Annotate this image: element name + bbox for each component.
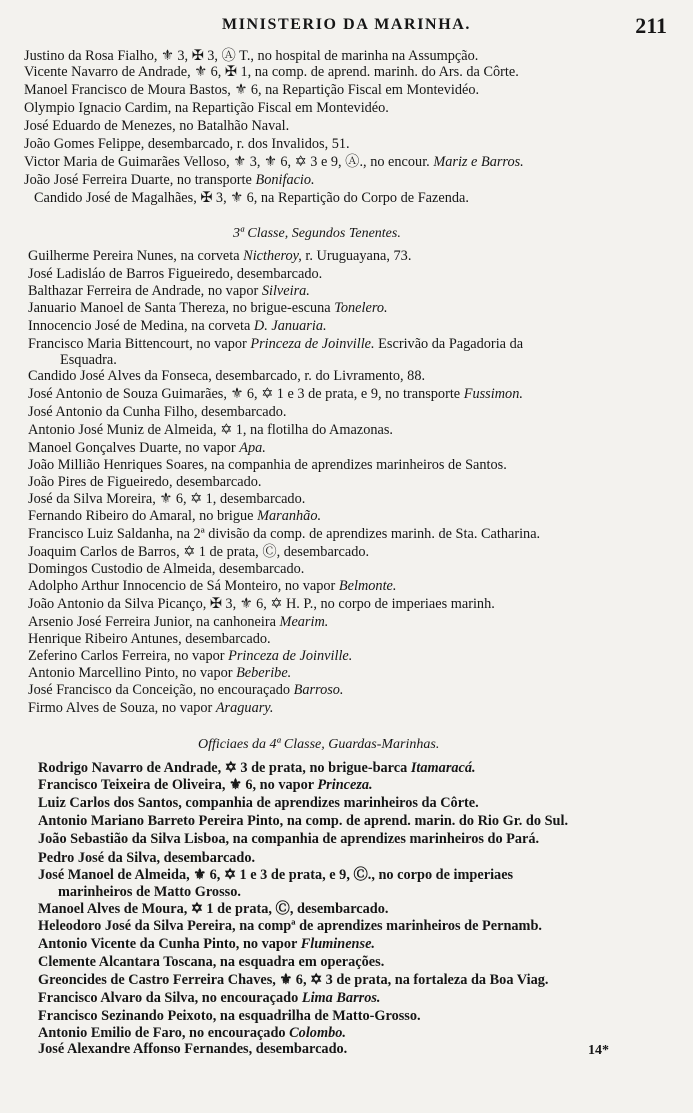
entry-text: João Sebastião da Silva Lisboa, na companhia de aprendizes marinheiros do Pará.: [38, 831, 540, 847]
roster-entry: [28, 614, 328, 630]
entry-text: Antonio Emilio de Faro, no encouraçado: [38, 1025, 286, 1041]
roster-entry: [24, 64, 519, 80]
vessel-name: Princeza de Joinville.: [228, 648, 353, 664]
entry-text: Francisco Maria Bittencourt, no vapor: [28, 336, 247, 352]
roster-entry: [38, 918, 542, 934]
roster-entry: [28, 422, 393, 438]
section-heading: [233, 225, 401, 242]
roster-entry: [28, 248, 411, 264]
vessel-name: Maranhão.: [257, 508, 322, 524]
entry-text: Francisco Sezinando Peixoto, na esquadrilha de Matto-Grosso.: [38, 1008, 421, 1024]
entry-text: Esquadra.: [60, 352, 117, 368]
roster-entry: [28, 404, 287, 420]
entry-text: José Manoel de Almeida, ⚜ 6, ✡ 1 e 3 de prata, e 9, Ⓒ., no corpo de imperiaes: [38, 867, 514, 883]
entry-text: Pedro José da Silva, desembarcado.: [38, 850, 256, 866]
entry-text: José Ladisláo de Barros Figueiredo, desembarcado.: [28, 266, 323, 282]
vessel-name: Beberibe.: [236, 665, 292, 681]
roster-entry: [28, 665, 291, 681]
roster-entry: [24, 48, 478, 64]
entry-text: José Eduardo de Menezes, no Batalhão Naval.: [24, 118, 290, 134]
entry-text: Antonio José Muniz de Almeida, ✡ 1, na flotilha do Amazonas.: [28, 422, 393, 438]
roster-entry: [38, 1008, 421, 1024]
entry-text: Heleodoro José da Silva Pereira, na compª de aprendizes marinheiros de Pernamb.: [38, 918, 542, 934]
roster-entry: [28, 578, 396, 594]
entry-text: José Francisco da Conceição, no encouraçado: [28, 682, 291, 698]
entry-text: Francisco Luiz Saldanha, na 2ª divisão da comp. de aprendizes marinh. de Sta. Catharina.: [28, 526, 541, 542]
entry-text: Innocencio José de Medina, na corveta: [28, 318, 251, 334]
entry-text: Manoel Gonçalves Duarte, no vapor: [28, 440, 236, 456]
page-title: MINISTERIO DA MARINHA.: [222, 16, 471, 33]
roster-entry: [24, 172, 315, 188]
vessel-name: Itamaracá.: [410, 760, 476, 776]
entry-text: Justino da Rosa Fialho, ⚜ 3, ✠ 3, Ⓐ T., no hospital de marinha na Assumpção.: [24, 48, 479, 64]
vessel-name: Fluminense.: [300, 936, 375, 952]
entry-text: Candido José de Magalhães, ✠ 3, ⚜ 6, na Repartição do Corpo de Fazenda.: [34, 190, 469, 206]
roster-entry: [38, 954, 384, 970]
vessel-name: Princeza de Joinville.: [250, 336, 375, 352]
roster-entry: [24, 154, 524, 170]
roster-entry: [38, 760, 476, 776]
roster-entry: [24, 100, 389, 116]
entry-text: Francisco Alvaro da Silva, no encouraçado: [38, 990, 299, 1006]
entry-text: Henrique Ribeiro Antunes, desembarcado.: [28, 631, 271, 647]
roster-entry: [38, 831, 539, 847]
roster-entry: [28, 440, 266, 456]
entry-text: João Gomes Felippe, desembarcado, r. dos Invalidos, 51.: [24, 136, 350, 152]
entry-text: Manoel Alves de Moura, ✡ 1 de prata, Ⓒ, desembarcado.: [38, 901, 389, 917]
signature-mark: 14*: [588, 1043, 609, 1058]
roster-entry: [28, 336, 523, 352]
roster-entry: [28, 457, 507, 473]
roster-entry: [28, 561, 304, 577]
entry-text: Candido José Alves da Fonseca, desembarcado, r. do Livramento, 88.: [28, 368, 426, 384]
roster-entry: [28, 474, 261, 490]
roster-entry: [28, 700, 273, 716]
roster-entry: [58, 884, 241, 900]
entry-text: Firmo Alves de Souza, no vapor: [28, 700, 213, 716]
roster-entry: [28, 368, 425, 384]
roster-entry: [38, 990, 381, 1006]
entry-text: Zeferino Carlos Ferreira, no vapor: [28, 648, 225, 664]
section-heading: [198, 736, 439, 753]
vessel-name: Mariz e Barros.: [433, 154, 524, 170]
entry-text: João José Ferreira Duarte, no transporte: [24, 172, 252, 188]
entry-text: Rodrigo Navarro de Andrade, ✡ 3 de prata, no brigue-barca: [38, 760, 408, 776]
entry-text-continued: Escrivão da Pagadoria da: [374, 336, 524, 352]
roster-entry: [28, 300, 388, 316]
entry-text: Vicente Navarro de Andrade, ⚜ 6, ✠ 1, na comp. de aprend. marinh. do Ars. da Côrte.: [24, 64, 519, 80]
entry-text: Guilherme Pereira Nunes, na corveta: [28, 248, 240, 264]
entry-text: Januario Manoel de Santa Thereza, no brigue-escuna: [28, 300, 331, 316]
page-header: [0, 14, 693, 38]
roster-entry: [34, 190, 469, 206]
vessel-name: Araguary.: [215, 700, 274, 716]
entry-text: marinheiros de Matto Grosso.: [58, 884, 241, 900]
vessel-name: Fussimon.: [463, 386, 523, 402]
roster-entry: [38, 777, 373, 793]
roster-entry: [38, 813, 568, 829]
vessel-name: Nictheroy,: [243, 248, 302, 264]
entry-text: José Antonio da Cunha Filho, desembarcado.: [28, 404, 287, 420]
vessel-name: Tonelero.: [334, 300, 388, 316]
roster-entry: [28, 526, 540, 542]
roster-entry: [38, 1041, 347, 1057]
entry-text: Arsenio José Ferreira Junior, na canhoneira: [28, 614, 276, 630]
vessel-name: Colombo.: [289, 1025, 346, 1041]
roster-entry: [28, 648, 352, 664]
entry-text: Olympio Ignacio Cardim, na Repartição Fiscal em Montevidéo.: [24, 100, 389, 116]
roster-entry: [38, 795, 479, 811]
section-heading-text: 3ª Classe, Segundos Tenentes.: [233, 226, 401, 241]
entry-text: Balthazar Ferreira de Andrade, no vapor: [28, 283, 259, 299]
roster-entry: [60, 352, 117, 368]
roster-entry: [38, 901, 388, 917]
entry-text: José da Silva Moreira, ⚜ 6, ✡ 1, desembarcado.: [28, 491, 306, 507]
roster-entry: [38, 867, 513, 883]
roster-entry: [28, 631, 271, 647]
vessel-name: Bonifacio.: [255, 172, 315, 188]
section-heading-text: Officiaes da 4ª Classe, Guardas-Marinhas.: [198, 737, 440, 752]
entry-text: Domingos Custodio de Almeida, desembarcado.: [28, 561, 305, 577]
vessel-name: Silveira.: [261, 283, 310, 299]
roster-entry: [28, 544, 369, 560]
vessel-name: D. Januaria.: [253, 318, 327, 334]
entry-text: Joaquim Carlos de Barros, ✡ 1 de prata, Ⓒ, desembarcado.: [28, 544, 370, 560]
roster-entry: [28, 318, 327, 334]
vessel-name: Barroso.: [293, 682, 344, 698]
roster-entry: [38, 972, 548, 988]
entry-text: João Antonio da Silva Picanço, ✠ 3, ⚜ 6, ✡ H. P., no corpo de imperiaes marinh.: [28, 596, 495, 612]
entry-text: Fernando Ribeiro do Amaral, no brigue: [28, 508, 254, 524]
entry-text: Victor Maria de Guimarães Velloso, ⚜ 3, ⚜ 6, ✡ 3 e 9, Ⓐ., no encour.: [24, 154, 430, 170]
entry-text: Antonio Vicente da Cunha Pinto, no vapor: [38, 936, 298, 952]
vessel-name: Apa.: [239, 440, 266, 456]
vessel-name: Princeza.: [317, 777, 373, 793]
roster-entry: [28, 283, 310, 299]
roster-entry: [38, 1025, 346, 1041]
entry-text: José Antonio de Souza Guimarães, ⚜ 6, ✡ 1 e 3 de prata, e 9, no transporte: [28, 386, 461, 402]
roster-entry: [28, 682, 344, 698]
entry-text: João Millião Henriques Soares, na companhia de aprendizes marinheiros de Santos.: [28, 457, 507, 473]
entry-text: Luiz Carlos dos Santos, companhia de aprendizes marinheiros da Côrte.: [38, 795, 479, 811]
entry-text: Antonio Marcellino Pinto, no vapor: [28, 665, 233, 681]
roster-entry: [28, 508, 321, 524]
roster-entry: [38, 850, 255, 866]
entry-text: Clemente Alcantara Toscana, na esquadra em operações.: [38, 954, 385, 970]
vessel-name: Lima Barros.: [301, 990, 381, 1006]
roster-entry: [24, 136, 350, 152]
entry-text-continued: r. Uruguayana, 73.: [301, 248, 412, 264]
entry-text: Greoncides de Castro Ferreira Chaves, ⚜ 6, ✡ 3 de prata, na fortaleza da Boa Viag.: [38, 972, 549, 988]
roster-entry: [28, 266, 322, 282]
page-number: 211: [635, 13, 667, 38]
roster-entry: [28, 596, 495, 612]
entry-text: João Pires de Figueiredo, desembarcado.: [28, 474, 262, 490]
roster-entry: [24, 82, 479, 98]
vessel-name: Belmonte.: [338, 578, 397, 594]
roster-entry: [28, 491, 305, 507]
vessel-name: Mearim.: [279, 614, 329, 630]
entry-text: Francisco Teixeira de Oliveira, ⚜ 6, no vapor: [38, 777, 314, 793]
roster-entry: [24, 118, 289, 134]
entry-text: José Alexandre Affonso Fernandes, desembarcado.: [38, 1041, 348, 1057]
roster-entry: [38, 936, 375, 952]
entry-text: Adolpho Arthur Innocencio de Sá Monteiro, no vapor: [28, 578, 336, 594]
entry-text: Manoel Francisco de Moura Bastos, ⚜ 6, na Repartição Fiscal em Montevidéo.: [24, 82, 480, 98]
roster-entry: [28, 386, 523, 402]
entry-text: Antonio Mariano Barreto Pereira Pinto, na comp. de aprend. marin. do Rio Gr. do Sul.: [38, 813, 569, 829]
